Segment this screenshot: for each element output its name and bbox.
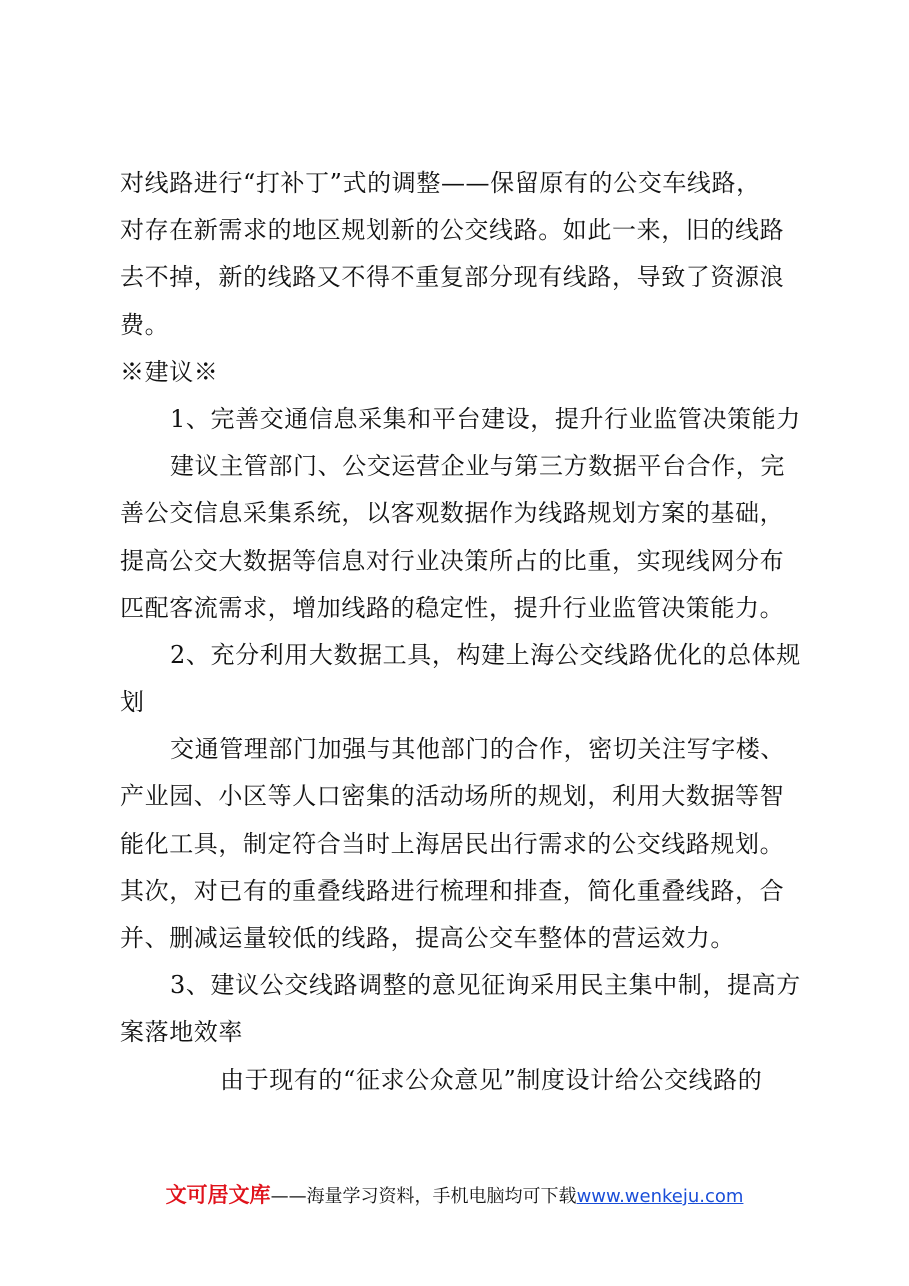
website-link[interactable]: www.wenkeju.com — [576, 1186, 744, 1207]
paragraph-line: 其次，对已有的重叠线路进行梳理和排查，简化重叠线路，合 — [120, 876, 785, 905]
paragraph-line: 对存在新需求的地区规划新的公交线路。如此一来，旧的线路 — [120, 216, 785, 245]
brand-name: 文可居文库 — [165, 1183, 271, 1207]
paragraph-line: 去不掉，新的线路又不得不重复部分现有线路，导致了资源浪 — [120, 263, 785, 292]
subheading-continuation: 案落地效率 — [120, 1018, 243, 1047]
subheading-continuation: 划 — [120, 688, 145, 717]
paragraph-line: 匹配客流需求，增加线路的稳定性，提升行业监管决策能力。 — [120, 593, 785, 622]
paragraph-line: 产业园、小区等人口密集的活动场所的规划，利用大数据等智 — [120, 782, 785, 811]
paragraph-line: 能化工具，制定符合当时上海居民出行需求的公交线路规划。 — [120, 829, 785, 858]
paragraph-line: 由于现有的“征求公众意见”制度设计给公交线路的 — [220, 1065, 763, 1094]
subheading: 3、建议公交线路调整的意见征询采用民主集中制，提高方 — [170, 971, 801, 1000]
footer-slogan: ——海量学习资料，手机电脑均可下载 — [270, 1186, 577, 1207]
document-body — [120, 160, 801, 1104]
paragraph-line: 交通管理部门加强与其他部门的合作，密切关注写字楼、 — [170, 735, 785, 764]
paragraph-line: 对线路进行“打补丁”式的调整——保留原有的公交车线路， — [120, 169, 761, 197]
paragraph-line: 并、删减运量较低的线路，提高公交车整体的营运效力。 — [120, 924, 735, 952]
paragraph-line: 提高公交大数据等信息对行业决策所占的比重，实现线网分布 — [120, 546, 785, 575]
paragraph-line: 费。 — [120, 310, 170, 339]
section-heading: ※建议※ — [120, 357, 219, 386]
paragraph-line: 建议主管部门、公交运营企业与第三方数据平台合作，完 — [170, 452, 785, 481]
subheading: 1、完善交通信息采集和平台建设，提升行业监管决策能力 — [170, 404, 801, 433]
paragraph-line: 善公交信息采集系统，以客观数据作为线路规划方案的基础， — [120, 499, 785, 528]
subheading: 2、充分利用大数据工具，构建上海公交线路优化的总体规 — [170, 640, 801, 669]
footer-banner — [0, 1180, 909, 1212]
